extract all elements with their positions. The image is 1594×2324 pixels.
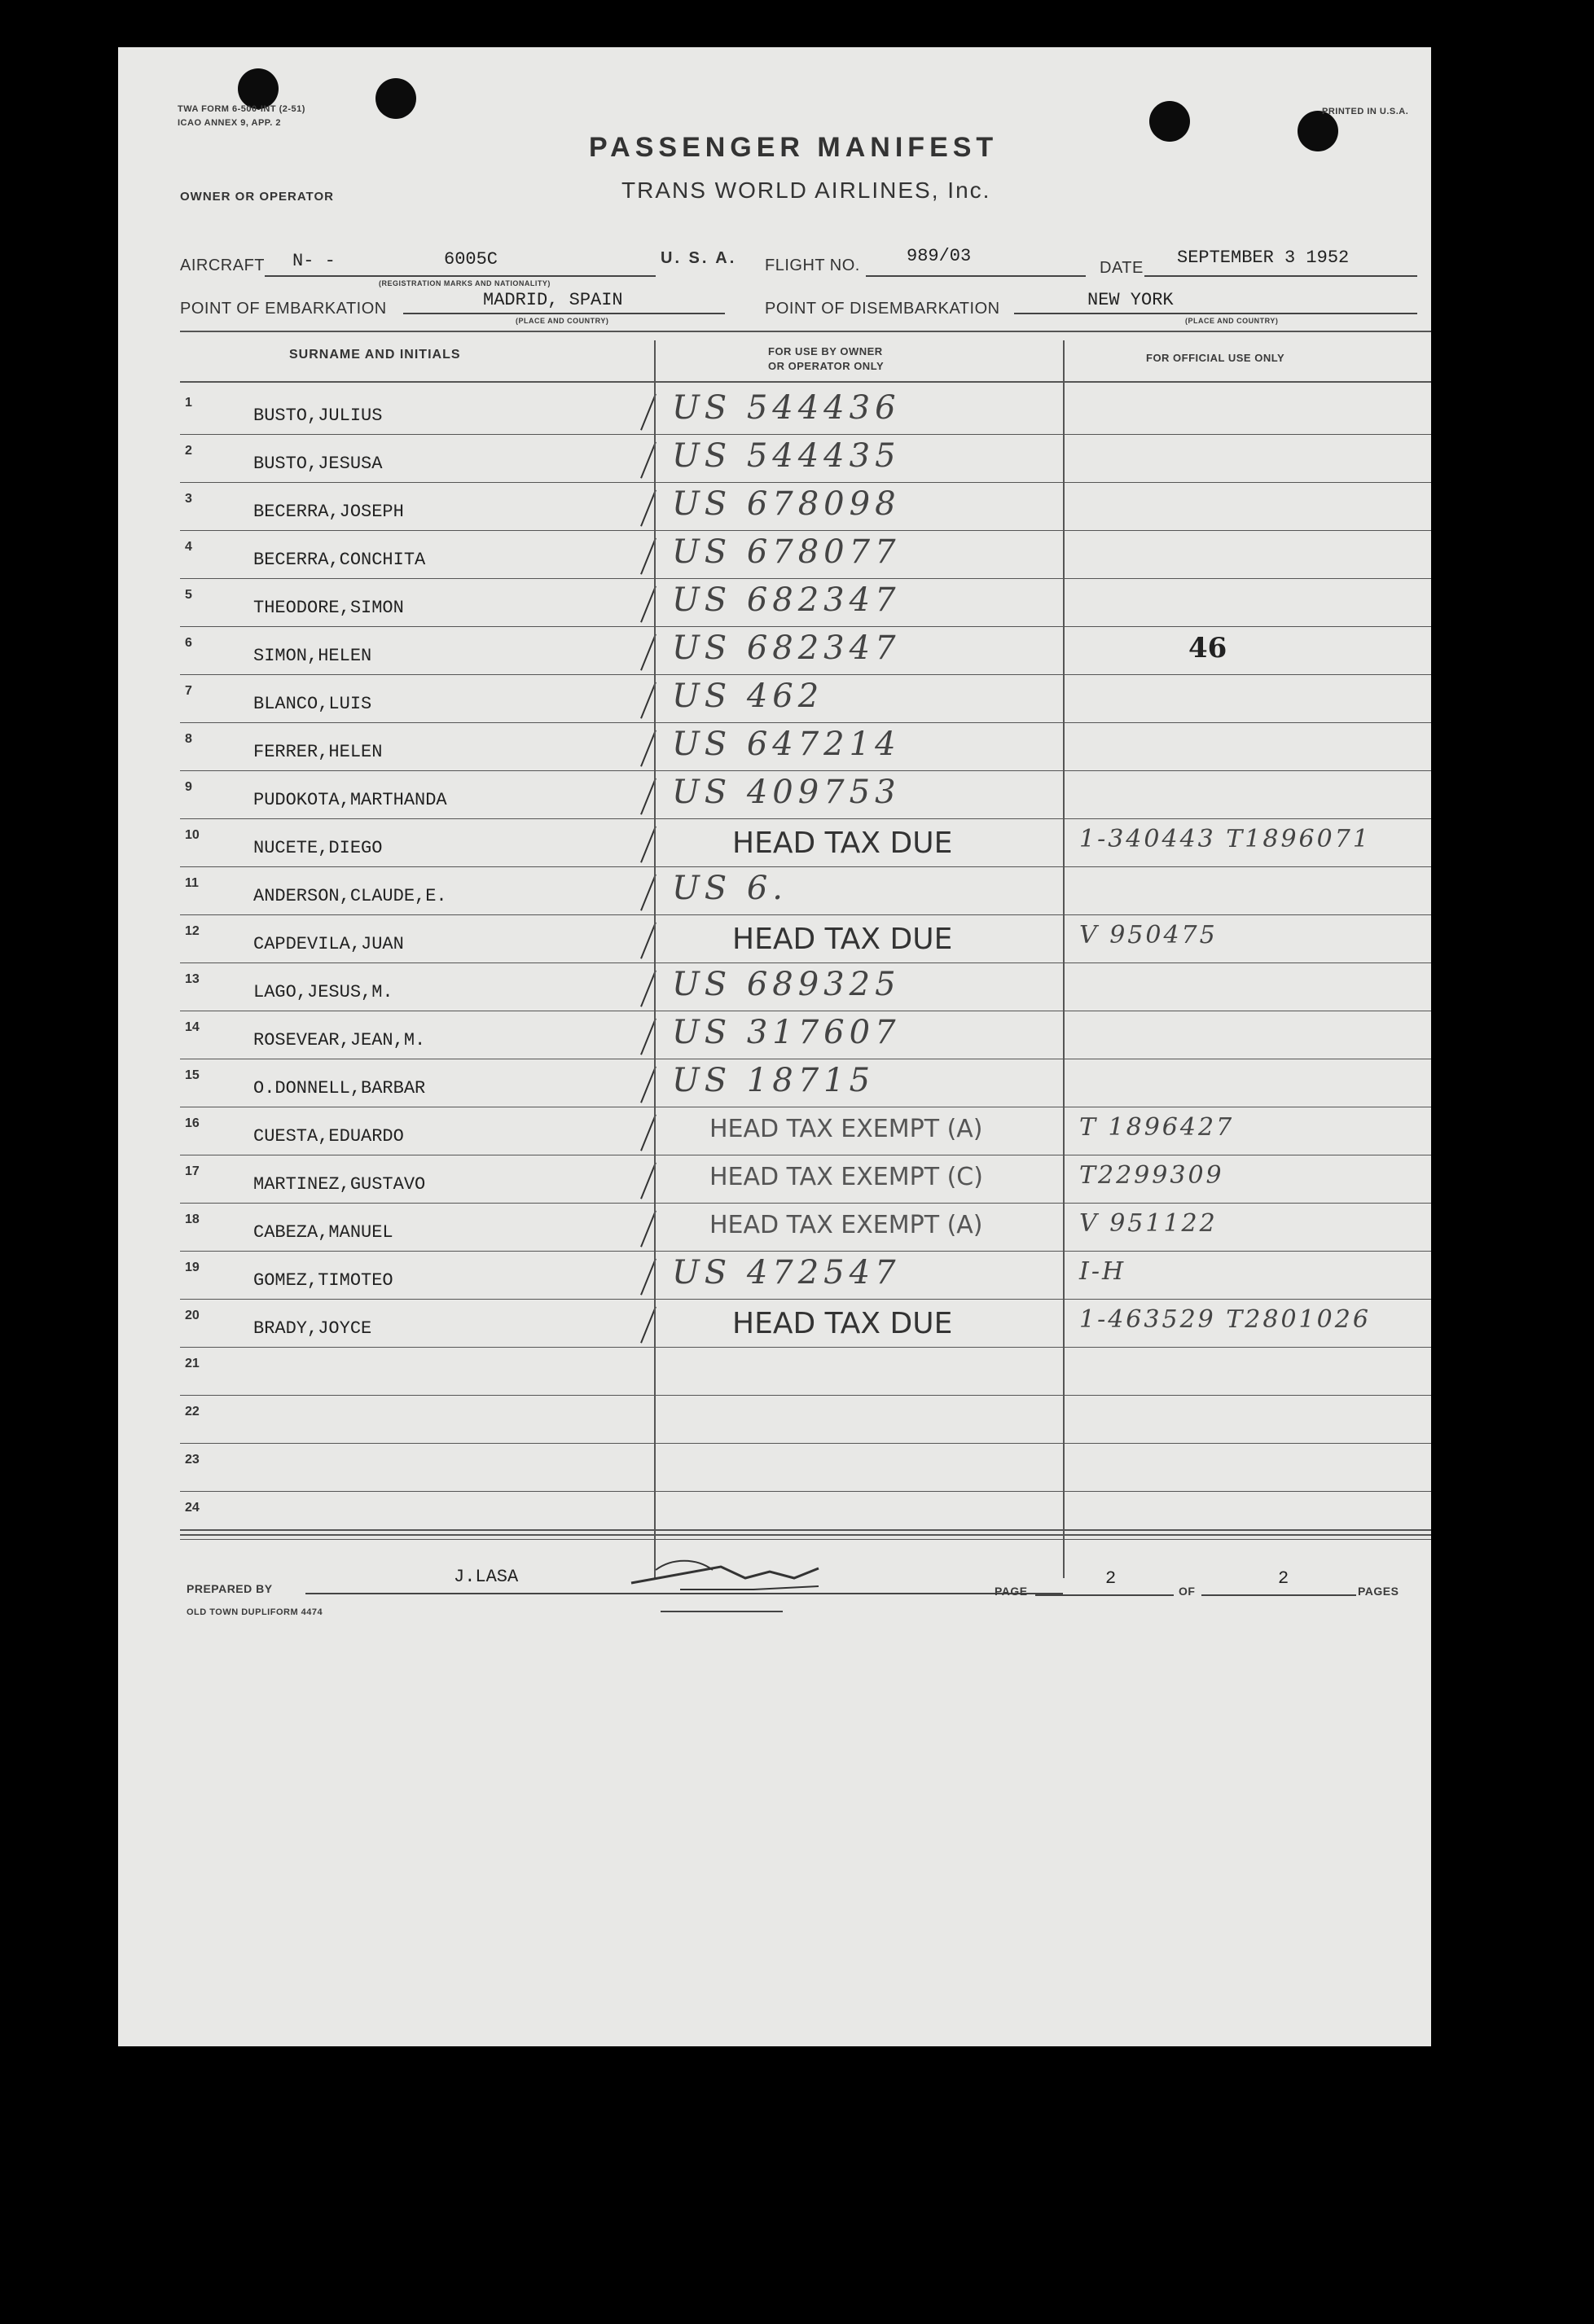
passport-number: US 544436 (672, 389, 901, 427)
head-tax-stamp: HEAD TAX EXEMPT (A) (709, 1211, 983, 1239)
row-number: 16 (185, 1116, 200, 1130)
passenger-name: MARTINEZ,GUSTAVO (253, 1174, 426, 1195)
passport-number: US 409753 (672, 774, 901, 811)
head-tax-stamp: HEAD TAX DUE (732, 1307, 953, 1340)
row-number: 21 (185, 1357, 200, 1370)
table-row (118, 580, 1431, 628)
prepared-by: J.LASA (454, 1567, 519, 1587)
table-row (118, 820, 1431, 868)
official-entry: I-H (1079, 1257, 1126, 1286)
punch-hole (238, 68, 279, 109)
table-row (118, 772, 1431, 820)
row-number: 9 (185, 780, 192, 794)
passenger-name: THEODORE,SIMON (253, 598, 404, 618)
official-entry: 1-463529 T2801026 (1079, 1305, 1371, 1334)
passport-number: US 678098 (672, 485, 901, 523)
passenger-name: BRADY,JOYCE (253, 1318, 372, 1339)
row-number: 4 (185, 540, 192, 554)
row-number: 10 (185, 828, 200, 842)
disembarkation-place: NEW YORK (1087, 290, 1174, 310)
registration-caption: (REGISTRATION MARKS AND NATIONALITY) (379, 279, 551, 287)
official-note: 46 (1188, 632, 1227, 664)
passenger-name: BUSTO,JESUSA (253, 454, 383, 474)
table-row (118, 388, 1431, 436)
manifest-page (118, 47, 1431, 2046)
document-title: PASSENGER MANIFEST (589, 132, 999, 163)
head-tax-stamp: HEAD TAX DUE (732, 827, 953, 860)
table-row (118, 436, 1431, 484)
passport-number: US 544435 (672, 437, 901, 475)
passenger-name: GOMEZ,TIMOTEO (253, 1270, 393, 1291)
icao-reference: ICAO ANNEX 9, APP. 2 (178, 118, 281, 128)
row-number: 23 (185, 1453, 200, 1467)
punch-hole (375, 78, 416, 119)
table-row (118, 724, 1431, 772)
date-label: DATE (1100, 259, 1144, 277)
flight-date: SEPTEMBER 3 1952 (1177, 248, 1350, 268)
passenger-name: BECERRA,JOSEPH (253, 502, 404, 522)
row-number: 6 (185, 636, 192, 650)
passenger-name: NUCETE,DIEGO (253, 838, 383, 858)
passenger-name: ROSEVEAR,JEAN,M. (253, 1030, 426, 1050)
passenger-name: SIMON,HELEN (253, 646, 372, 666)
preparer-signature (623, 1554, 835, 1603)
passport-number: US 6. (672, 870, 788, 907)
passenger-name: CABEZA,MANUEL (253, 1222, 393, 1243)
table-row (118, 1348, 1431, 1397)
prepared-label: PREPARED BY (187, 1582, 273, 1595)
passenger-name: FERRER,HELEN (253, 742, 383, 762)
embarkation-place: MADRID, SPAIN (483, 290, 623, 310)
page-number: 2 (1105, 1568, 1117, 1589)
passport-number: US 689325 (672, 966, 901, 1003)
owner-label: OWNER OR OPERATOR (180, 190, 334, 204)
disembark-place-caption: (PLACE AND COUNTRY) (1185, 317, 1279, 325)
row-number: 22 (185, 1405, 200, 1419)
passport-number: US 682347 (672, 581, 901, 619)
punch-hole (1149, 101, 1190, 142)
passenger-name: BECERRA,CONCHITA (253, 550, 426, 570)
passport-number: US 18715 (672, 1062, 876, 1099)
table-row (118, 1397, 1431, 1445)
passenger-name: O.DONNELL,BARBAR (253, 1078, 426, 1098)
table-row (118, 484, 1431, 532)
passenger-name: CUESTA,EDUARDO (253, 1126, 404, 1147)
embarkation-label: POINT OF EMBARKATION (180, 300, 387, 318)
table-row (118, 868, 1431, 916)
aircraft-prefix: N- - (292, 251, 336, 271)
table-row (118, 1445, 1431, 1493)
row-number: 17 (185, 1164, 200, 1178)
flight-label: FLIGHT NO. (765, 257, 860, 274)
table-row (118, 1060, 1431, 1108)
form-number: TWA FORM 6-500-INT (2-51) (178, 104, 305, 114)
row-number: 2 (185, 444, 192, 458)
airline-name: TRANS WORLD AIRLINES, Inc. (621, 178, 991, 203)
row-number: 3 (185, 492, 192, 506)
head-tax-stamp: HEAD TAX EXEMPT (A) (709, 1115, 983, 1143)
col-header-official: FOR OFFICIAL USE ONLY (1146, 352, 1285, 364)
passport-number: US 678077 (672, 533, 901, 571)
punch-hole (1298, 111, 1338, 151)
passport-number: US 647214 (672, 726, 901, 763)
table-row (118, 532, 1431, 580)
row-number: 5 (185, 588, 192, 602)
page-label: PAGE (995, 1585, 1028, 1598)
head-tax-stamp: HEAD TAX EXEMPT (C) (709, 1163, 983, 1191)
official-entry: V 950475 (1079, 921, 1218, 949)
head-tax-stamp: HEAD TAX DUE (732, 923, 953, 956)
table-row (118, 1252, 1431, 1300)
table-row (118, 676, 1431, 724)
passenger-name: PUDOKOTA,MARTHANDA (253, 790, 447, 810)
passenger-name: ANDERSON,CLAUDE,E. (253, 886, 447, 906)
row-number: 8 (185, 732, 192, 746)
row-number: 18 (185, 1212, 200, 1226)
table-row (118, 1300, 1431, 1348)
flight-number: 989/03 (907, 246, 972, 266)
row-number: 20 (185, 1309, 200, 1322)
passenger-name: BLANCO,LUIS (253, 694, 372, 714)
col-header-owner-1: FOR USE BY OWNER (768, 345, 883, 357)
row-number: 1 (185, 396, 192, 410)
passport-number: US 682347 (672, 629, 901, 667)
row-number: 13 (185, 972, 200, 986)
col-header-name: SURNAME AND INITIALS (289, 348, 461, 362)
total-pages: 2 (1278, 1568, 1289, 1589)
printer-note: OLD TOWN DUPLIFORM 4474 (187, 1607, 323, 1617)
disembarkation-label: POINT OF DISEMBARKATION (765, 300, 1000, 318)
of-label: OF (1179, 1585, 1196, 1598)
col-header-owner-2: OR OPERATOR ONLY (768, 360, 885, 372)
row-number: 11 (185, 876, 199, 890)
official-entry: V 951122 (1079, 1209, 1218, 1238)
passport-number: US 317607 (672, 1014, 901, 1051)
passenger-name: BUSTO,JULIUS (253, 406, 383, 426)
row-number: 15 (185, 1068, 200, 1082)
row-number: 24 (185, 1501, 200, 1515)
embark-place-caption: (PLACE AND COUNTRY) (516, 317, 609, 325)
official-entry: T2299309 (1079, 1161, 1224, 1190)
printed-note: PRINTED IN U.S.A. (1322, 107, 1409, 116)
row-number: 14 (185, 1020, 200, 1034)
official-entry: 1-340443 T1896071 (1079, 825, 1371, 853)
pages-label: PAGES (1358, 1585, 1399, 1598)
row-number: 19 (185, 1261, 200, 1274)
aircraft-label: AIRCRAFT (180, 257, 265, 274)
table-row (118, 1156, 1431, 1204)
table-row (118, 628, 1431, 676)
row-number: 7 (185, 684, 192, 698)
table-row (118, 1108, 1431, 1156)
passenger-name: CAPDEVILA,JUAN (253, 934, 404, 954)
passport-number: US 472547 (672, 1254, 901, 1291)
country: U. S. A. (661, 249, 737, 267)
row-number: 12 (185, 924, 200, 938)
table-row (118, 1012, 1431, 1060)
table-row (118, 916, 1431, 964)
table-row (118, 1204, 1431, 1252)
passport-number: US 462 (672, 677, 824, 715)
aircraft-number: 6005C (444, 249, 498, 270)
passenger-name: LAGO,JESUS,M. (253, 982, 393, 1002)
official-entry: T 1896427 (1079, 1113, 1235, 1142)
table-row (118, 964, 1431, 1012)
